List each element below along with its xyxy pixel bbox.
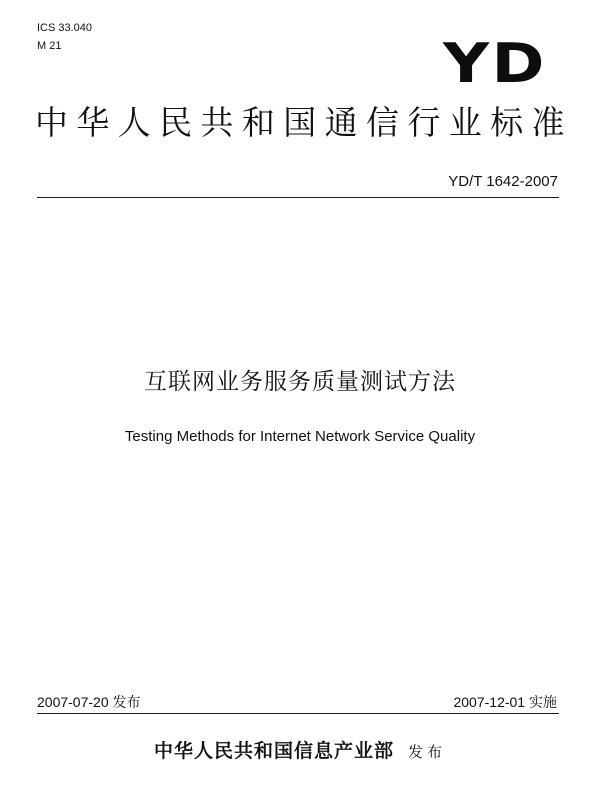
- top-divider: [37, 197, 559, 198]
- publish-suffix: 发布: [408, 743, 447, 761]
- implementation-date: 2007-12-01 实施: [453, 694, 557, 710]
- issue-date: 2007-07-20 发布: [37, 694, 141, 710]
- yd-logo: YD: [443, 32, 547, 95]
- publisher-line: [0, 738, 600, 765]
- organization-title: 中华人民共和国通信行业标准: [35, 103, 565, 142]
- document-title-chinese: 互联网业务服务质量测试方法: [144, 369, 456, 395]
- standard-number: YD/T 1642-2007: [448, 173, 558, 190]
- bottom-divider: [37, 713, 559, 714]
- ics-code: ICS 33.040: [37, 22, 93, 34]
- classification-code: M 21: [37, 40, 62, 52]
- document-title-english: Testing Methods for Internet Network Service Quality: [124, 428, 476, 445]
- publisher-name: 中华人民共和国信息产业部: [153, 740, 394, 762]
